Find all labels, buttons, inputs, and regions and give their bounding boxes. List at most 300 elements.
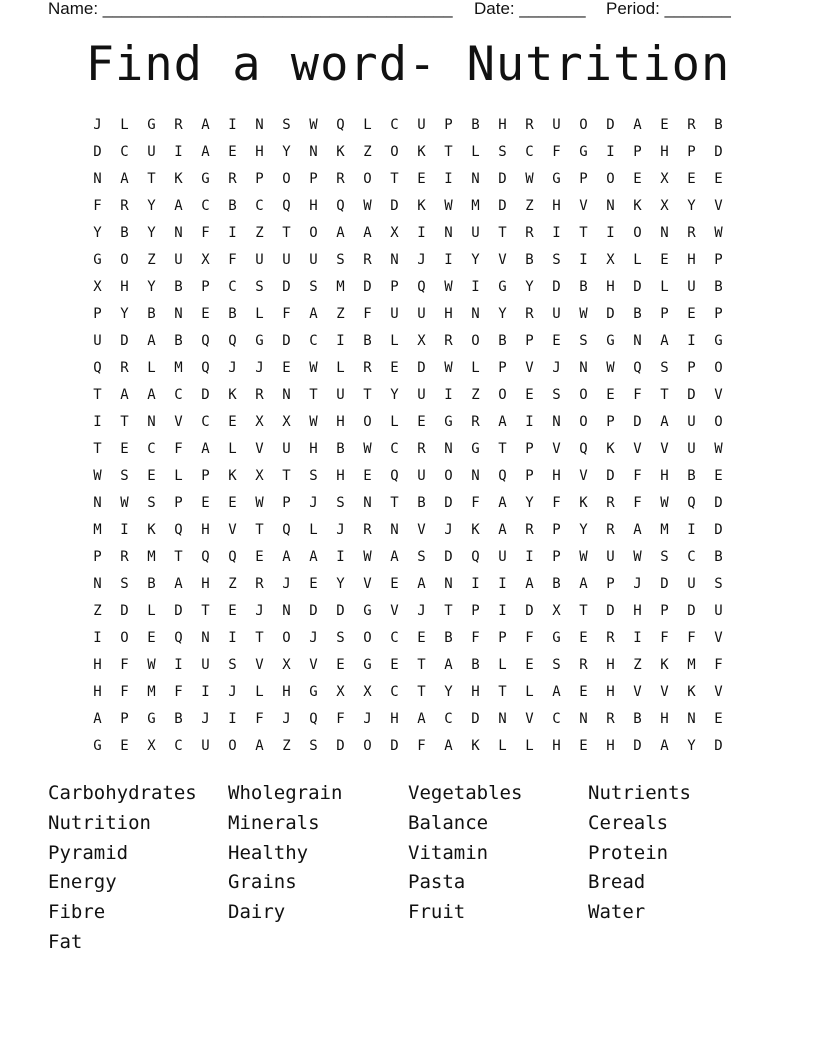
grid-letter: U xyxy=(606,549,615,565)
grid-letter: T xyxy=(444,144,453,160)
grid-letter: N xyxy=(201,630,210,646)
grid-letter: W xyxy=(525,171,534,187)
grid-letter: E xyxy=(201,306,210,322)
grid-letter: D xyxy=(498,171,507,187)
grid-letter: D xyxy=(714,738,723,754)
word-list-item: Energy xyxy=(48,871,117,894)
grid-letter: O xyxy=(579,414,588,430)
grid-letter: K xyxy=(336,144,345,160)
grid-letter: V xyxy=(714,630,723,646)
grid-letter: P xyxy=(525,468,534,484)
grid-row xyxy=(84,140,732,167)
word-list xyxy=(48,780,768,959)
grid-letter: K xyxy=(471,522,480,538)
grid-letter: N xyxy=(579,360,588,376)
grid-letter: Q xyxy=(174,522,183,538)
grid-letter: B xyxy=(120,225,129,241)
grid-letter: G xyxy=(255,333,264,349)
grid-letter: I xyxy=(525,549,534,565)
grid-letter: K xyxy=(147,522,156,538)
grid-letter: Q xyxy=(174,630,183,646)
grid-letter: H xyxy=(336,414,345,430)
grid-letter: H xyxy=(444,306,453,322)
period-field: Period: _______ xyxy=(606,0,731,18)
grid-letter: I xyxy=(687,333,696,349)
grid-letter: W xyxy=(714,441,723,457)
grid-letter: Z xyxy=(282,738,291,754)
grid-letter: U xyxy=(687,279,696,295)
grid-letter: T xyxy=(390,171,399,187)
grid-letter: I xyxy=(93,414,102,430)
grid-letter: P xyxy=(552,549,561,565)
grid-letter: F xyxy=(255,711,264,727)
grid-letter: T xyxy=(498,684,507,700)
grid-letter: T xyxy=(417,657,426,673)
grid-letter: R xyxy=(417,441,426,457)
grid-letter: I xyxy=(174,657,183,673)
grid-letter: U xyxy=(147,144,156,160)
grid-letter: U xyxy=(201,657,210,673)
grid-letter: B xyxy=(228,306,237,322)
grid-letter: Z xyxy=(471,387,480,403)
grid-letter: R xyxy=(255,387,264,403)
grid-letter: F xyxy=(633,387,642,403)
grid-letter: D xyxy=(120,603,129,619)
grid-letter: J xyxy=(228,360,237,376)
grid-letter: P xyxy=(660,306,669,322)
grid-letter: V xyxy=(579,198,588,214)
grid-letter: A xyxy=(255,738,264,754)
grid-letter: F xyxy=(633,495,642,511)
grid-letter: G xyxy=(471,441,480,457)
grid-letter: E xyxy=(390,576,399,592)
grid-letter: S xyxy=(336,495,345,511)
grid-letter: H xyxy=(471,684,480,700)
grid-row xyxy=(84,221,732,248)
grid-letter: E xyxy=(660,252,669,268)
grid-letter: B xyxy=(498,333,507,349)
grid-letter: E xyxy=(525,387,534,403)
word-list-item: Nutrition xyxy=(48,811,151,834)
grid-letter: L xyxy=(309,522,318,538)
grid-letter: Z xyxy=(525,198,534,214)
grid-letter: V xyxy=(660,441,669,457)
grid-letter: U xyxy=(255,252,264,268)
grid-letter: N xyxy=(633,333,642,349)
grid-letter: O xyxy=(471,333,480,349)
grid-letter: O xyxy=(309,225,318,241)
name-field: Name: _____________________________________ xyxy=(48,0,453,18)
grid-letter: C xyxy=(147,441,156,457)
word-search-grid xyxy=(84,113,732,761)
grid-letter: I xyxy=(228,711,237,727)
grid-letter: I xyxy=(336,333,345,349)
grid-letter: C xyxy=(309,333,318,349)
grid-letter: M xyxy=(687,657,696,673)
grid-letter: I xyxy=(444,387,453,403)
grid-letter: H xyxy=(93,684,102,700)
grid-letter: Z xyxy=(93,603,102,619)
grid-letter: B xyxy=(147,576,156,592)
grid-letter: U xyxy=(687,576,696,592)
grid-letter: S xyxy=(336,252,345,268)
grid-letter: T xyxy=(255,630,264,646)
grid-letter: L xyxy=(228,441,237,457)
grid-letter: Z xyxy=(147,252,156,268)
grid-letter: W xyxy=(579,549,588,565)
grid-letter: I xyxy=(606,225,615,241)
grid-letter: I xyxy=(471,279,480,295)
grid-letter: K xyxy=(417,144,426,160)
grid-letter: M xyxy=(174,360,183,376)
grid-letter: B xyxy=(633,306,642,322)
grid-letter: U xyxy=(552,117,561,133)
grid-letter: K xyxy=(579,495,588,511)
grid-letter: V xyxy=(228,522,237,538)
grid-letter: E xyxy=(579,630,588,646)
grid-letter: U xyxy=(390,306,399,322)
grid-letter: E xyxy=(552,333,561,349)
grid-letter: Q xyxy=(282,522,291,538)
grid-letter: P xyxy=(444,117,453,133)
grid-letter: F xyxy=(174,684,183,700)
grid-row xyxy=(84,491,732,518)
grid-letter: L xyxy=(471,360,480,376)
grid-letter: Y xyxy=(444,684,453,700)
grid-letter: F xyxy=(525,630,534,646)
grid-letter: J xyxy=(444,522,453,538)
grid-letter: H xyxy=(606,684,615,700)
grid-letter: D xyxy=(120,333,129,349)
grid-letter: K xyxy=(471,738,480,754)
grid-letter: L xyxy=(525,738,534,754)
grid-letter: N xyxy=(93,171,102,187)
grid-letter: Z xyxy=(228,576,237,592)
grid-letter: M xyxy=(660,522,669,538)
grid-letter: V xyxy=(174,414,183,430)
grid-letter: Q xyxy=(390,468,399,484)
grid-letter: P xyxy=(471,603,480,619)
grid-letter: V xyxy=(498,252,507,268)
grid-letter: S xyxy=(552,387,561,403)
grid-letter: I xyxy=(606,144,615,160)
grid-letter: T xyxy=(147,171,156,187)
grid-letter: C xyxy=(525,144,534,160)
grid-letter: B xyxy=(444,630,453,646)
grid-letter: B xyxy=(687,468,696,484)
grid-letter: E xyxy=(687,306,696,322)
grid-letter: D xyxy=(714,495,723,511)
grid-letter: S xyxy=(336,630,345,646)
grid-letter: O xyxy=(579,117,588,133)
grid-letter: L xyxy=(336,360,345,376)
grid-letter: X xyxy=(255,414,264,430)
grid-letter: H xyxy=(309,198,318,214)
grid-letter: L xyxy=(390,414,399,430)
grid-letter: Q xyxy=(336,117,345,133)
grid-letter: H xyxy=(120,279,129,295)
grid-letter: I xyxy=(444,171,453,187)
grid-letter: S xyxy=(255,279,264,295)
grid-letter: Q xyxy=(633,360,642,376)
grid-letter: C xyxy=(201,198,210,214)
word-list-item: Dairy xyxy=(228,901,286,924)
grid-letter: R xyxy=(525,522,534,538)
grid-letter: W xyxy=(660,495,669,511)
word-list-item: Carbohydrates xyxy=(48,782,197,804)
grid-letter: V xyxy=(552,441,561,457)
grid-letter: H xyxy=(309,441,318,457)
grid-letter: S xyxy=(552,252,561,268)
grid-letter: R xyxy=(606,495,615,511)
grid-letter: L xyxy=(147,603,156,619)
grid-letter: K xyxy=(417,198,426,214)
grid-letter: K xyxy=(228,387,237,403)
grid-letter: S xyxy=(498,144,507,160)
grid-letter: P xyxy=(552,522,561,538)
grid-letter: C xyxy=(552,711,561,727)
grid-letter: O xyxy=(444,468,453,484)
grid-letter: Y xyxy=(147,198,156,214)
grid-letter: H xyxy=(606,657,615,673)
grid-letter: A xyxy=(336,225,345,241)
grid-letter: P xyxy=(606,576,615,592)
grid-letter: I xyxy=(228,117,237,133)
grid-letter: P xyxy=(201,279,210,295)
grid-letter: B xyxy=(579,279,588,295)
grid-letter: W xyxy=(93,468,102,484)
grid-letter: R xyxy=(444,333,453,349)
grid-letter: Y xyxy=(579,522,588,538)
grid-letter: W xyxy=(120,495,129,511)
grid-letter: Q xyxy=(228,549,237,565)
grid-letter: I xyxy=(228,225,237,241)
grid-letter: C xyxy=(390,630,399,646)
grid-letter: Y xyxy=(525,279,534,295)
grid-letter: Z xyxy=(633,657,642,673)
grid-letter: A xyxy=(417,576,426,592)
grid-letter: D xyxy=(363,279,372,295)
grid-letter: I xyxy=(120,522,129,538)
grid-letter: D xyxy=(660,576,669,592)
word-list-item: Balance xyxy=(408,811,489,834)
grid-letter: G xyxy=(714,333,723,349)
grid-letter: E xyxy=(120,441,129,457)
grid-row xyxy=(84,113,732,140)
student-info-header xyxy=(48,0,748,20)
grid-letter: P xyxy=(687,144,696,160)
grid-letter: G xyxy=(147,711,156,727)
grid-letter: E xyxy=(714,711,723,727)
word-list-item: Fruit xyxy=(408,901,466,924)
grid-letter: U xyxy=(714,603,723,619)
grid-letter: A xyxy=(498,495,507,511)
grid-letter: N xyxy=(498,711,507,727)
grid-letter: F xyxy=(174,441,183,457)
grid-row xyxy=(84,653,732,680)
grid-letter: I xyxy=(444,252,453,268)
date-field: Date: _______ xyxy=(474,0,586,18)
grid-letter: X xyxy=(552,603,561,619)
grid-letter: H xyxy=(606,279,615,295)
grid-letter: W xyxy=(255,495,264,511)
grid-letter: L xyxy=(660,279,669,295)
grid-letter: N xyxy=(471,468,480,484)
grid-letter: W xyxy=(363,198,372,214)
grid-letter: C xyxy=(255,198,264,214)
grid-letter: F xyxy=(687,630,696,646)
grid-letter: C xyxy=(174,738,183,754)
grid-letter: K xyxy=(633,198,642,214)
grid-letter: A xyxy=(633,522,642,538)
grid-letter: G xyxy=(147,117,156,133)
grid-letter: J xyxy=(552,360,561,376)
grid-row xyxy=(84,707,732,734)
grid-row xyxy=(84,437,732,464)
grid-letter: I xyxy=(228,630,237,646)
grid-letter: O xyxy=(120,252,129,268)
grid-row xyxy=(84,680,732,707)
word-list-item: Pasta xyxy=(408,871,466,894)
grid-letter: D xyxy=(444,549,453,565)
grid-letter: G xyxy=(498,279,507,295)
grid-letter: S xyxy=(579,333,588,349)
grid-letter: E xyxy=(255,549,264,565)
grid-row xyxy=(84,626,732,653)
grid-letter: F xyxy=(552,495,561,511)
grid-letter: U xyxy=(417,387,426,403)
grid-letter: R xyxy=(525,306,534,322)
grid-letter: S xyxy=(120,576,129,592)
grid-letter: S xyxy=(147,495,156,511)
word-list-item: Fibre xyxy=(48,901,106,924)
grid-letter: R xyxy=(606,522,615,538)
grid-letter: A xyxy=(309,549,318,565)
grid-letter: S xyxy=(309,279,318,295)
grid-letter: H xyxy=(282,684,291,700)
grid-letter: F xyxy=(417,738,426,754)
grid-letter: P xyxy=(633,144,642,160)
grid-letter: W xyxy=(633,549,642,565)
grid-letter: T xyxy=(498,441,507,457)
grid-letter: O xyxy=(714,414,723,430)
grid-letter: K xyxy=(660,657,669,673)
grid-letter: C xyxy=(390,117,399,133)
grid-letter: W xyxy=(309,360,318,376)
grid-letter: P xyxy=(498,630,507,646)
grid-letter: P xyxy=(660,603,669,619)
grid-letter: N xyxy=(309,144,318,160)
grid-letter: J xyxy=(363,711,372,727)
grid-letter: D xyxy=(552,279,561,295)
grid-letter: C xyxy=(687,549,696,565)
grid-letter: K xyxy=(687,684,696,700)
grid-letter: N xyxy=(174,225,183,241)
grid-letter: S xyxy=(714,576,723,592)
grid-letter: R xyxy=(525,117,534,133)
grid-letter: N xyxy=(444,441,453,457)
grid-letter: U xyxy=(201,738,210,754)
grid-letter: C xyxy=(201,414,210,430)
grid-letter: B xyxy=(471,117,480,133)
grid-letter: E xyxy=(147,630,156,646)
grid-letter: T xyxy=(93,441,102,457)
grid-letter: Z xyxy=(336,306,345,322)
grid-letter: W xyxy=(309,414,318,430)
grid-letter: B xyxy=(174,711,183,727)
grid-letter: M xyxy=(93,522,102,538)
grid-letter: S xyxy=(660,549,669,565)
grid-letter: R xyxy=(120,549,129,565)
grid-letter: I xyxy=(174,144,183,160)
grid-letter: O xyxy=(363,414,372,430)
grid-letter: H xyxy=(660,711,669,727)
grid-letter: O xyxy=(714,360,723,376)
grid-letter: Z xyxy=(363,144,372,160)
grid-letter: Y xyxy=(120,306,129,322)
grid-letter: S xyxy=(309,738,318,754)
word-list-item: Water xyxy=(588,901,646,924)
grid-letter: B xyxy=(174,279,183,295)
grid-letter: E xyxy=(606,387,615,403)
grid-letter: T xyxy=(417,684,426,700)
grid-letter: P xyxy=(606,414,615,430)
grid-letter: D xyxy=(633,279,642,295)
grid-letter: H xyxy=(552,738,561,754)
grid-letter: G xyxy=(363,603,372,619)
grid-row xyxy=(84,518,732,545)
grid-letter: V xyxy=(714,684,723,700)
grid-letter: G xyxy=(552,171,561,187)
grid-letter: N xyxy=(444,576,453,592)
grid-letter: D xyxy=(606,306,615,322)
grid-letter: T xyxy=(498,225,507,241)
grid-letter: D xyxy=(174,603,183,619)
grid-letter: V xyxy=(363,576,372,592)
grid-letter: D xyxy=(282,279,291,295)
grid-letter: K xyxy=(228,468,237,484)
grid-letter: I xyxy=(498,576,507,592)
grid-letter: R xyxy=(579,657,588,673)
grid-letter: H xyxy=(201,576,210,592)
grid-letter: D xyxy=(525,603,534,619)
grid-letter: F xyxy=(120,657,129,673)
word-list-item: Bread xyxy=(588,871,646,894)
grid-letter: P xyxy=(120,711,129,727)
grid-letter: W xyxy=(444,279,453,295)
grid-letter: V xyxy=(255,657,264,673)
grid-letter: G xyxy=(309,684,318,700)
grid-letter: L xyxy=(498,657,507,673)
grid-letter: V xyxy=(255,441,264,457)
grid-letter: B xyxy=(417,495,426,511)
grid-letter: B xyxy=(174,333,183,349)
grid-letter: E xyxy=(714,171,723,187)
grid-letter: U xyxy=(309,252,318,268)
grid-letter: A xyxy=(660,414,669,430)
grid-letter: V xyxy=(417,522,426,538)
grid-letter: A xyxy=(390,549,399,565)
grid-letter: A xyxy=(444,657,453,673)
grid-letter: D xyxy=(444,495,453,511)
grid-letter: J xyxy=(417,603,426,619)
grid-letter: D xyxy=(633,414,642,430)
grid-letter: Q xyxy=(228,333,237,349)
grid-letter: A xyxy=(579,576,588,592)
grid-letter: H xyxy=(93,657,102,673)
grid-letter: E xyxy=(417,414,426,430)
grid-letter: Q xyxy=(579,441,588,457)
